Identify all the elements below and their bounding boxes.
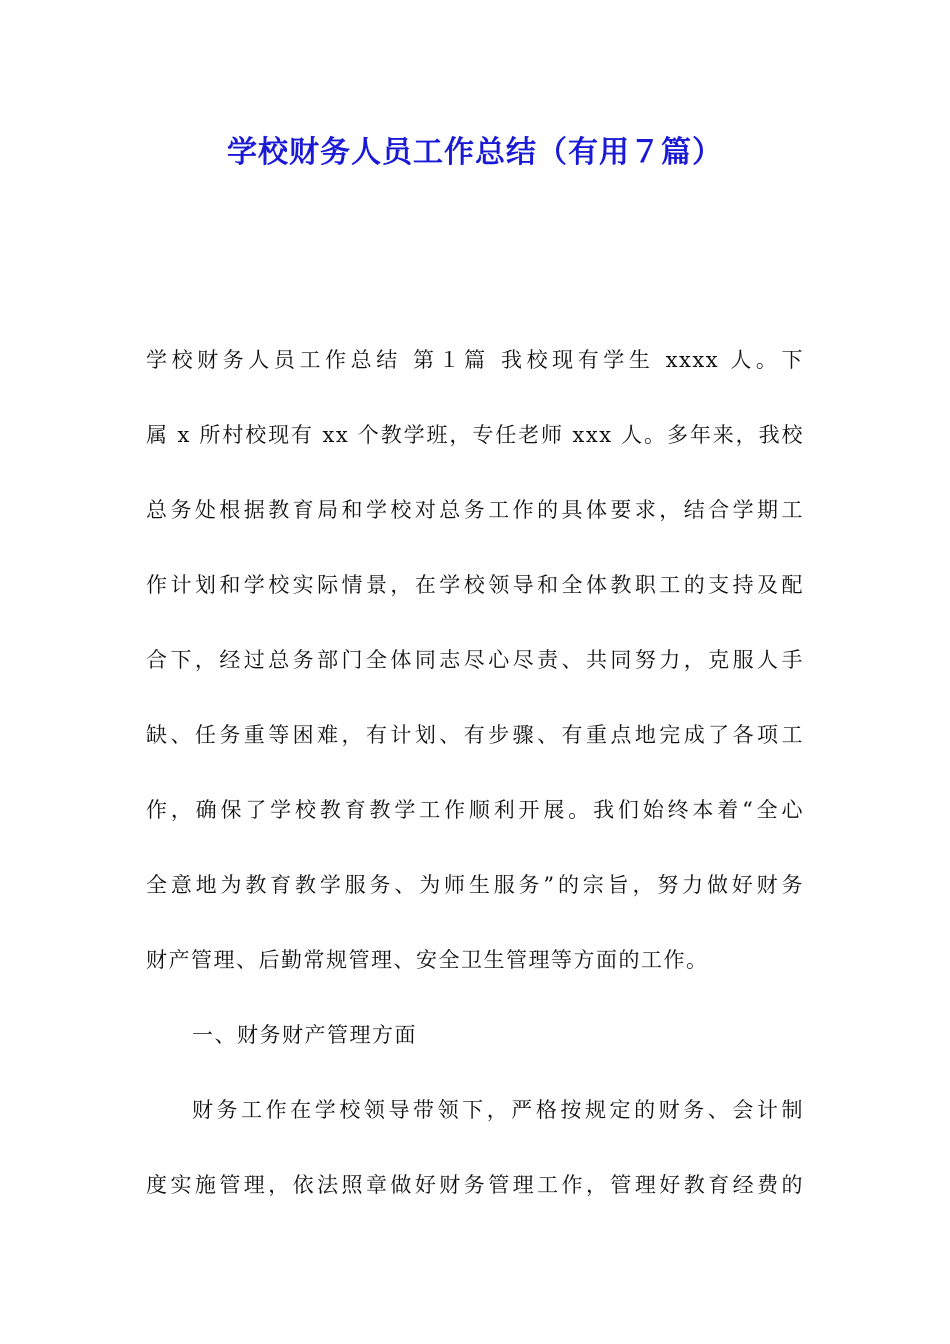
body-line: 学校财务人员工作总结 第１篇 我校现有学生 xxxx 人。下 bbox=[146, 348, 804, 372]
body-line: 属 x 所村校现有 xx 个教学班，专任老师 xxx 人。多年来，我校 bbox=[146, 423, 804, 447]
body-line: 缺、任务重等困难，有计划、有步骤、有重点地完成了各项工 bbox=[146, 723, 804, 747]
body-line: 作计划和学校实际情景，在学校领导和全体教职工的支持及配 bbox=[146, 573, 804, 597]
document-body bbox=[146, 340, 804, 1240]
body-line: 财务工作在学校领导带领下，严格按规定的财务、会计制 bbox=[192, 1098, 804, 1122]
body-line: 合下，经过总务部门全体同志尽心尽责、共同努力，克服人手 bbox=[146, 648, 804, 672]
section-heading: 一、财务财产管理方面 bbox=[192, 1023, 417, 1047]
body-line: 财产管理、后勤常规管理、安全卫生管理等方面的工作。 bbox=[146, 948, 709, 972]
body-line: 总务处根据教育局和学校对总务工作的具体要求，结合学期工 bbox=[146, 498, 804, 522]
body-line: 全意地为教育教学服务、为师生服务”的宗旨，努力做好财务 bbox=[146, 873, 804, 897]
body-line: 作，确保了学校教育教学工作顺利开展。我们始终本着“全心 bbox=[146, 798, 804, 822]
body-line: 度实施管理，依法照章做好财务管理工作，管理好教育经费的 bbox=[146, 1173, 804, 1197]
document-title: 学校财务人员工作总结（有用７篇） bbox=[227, 135, 723, 170]
